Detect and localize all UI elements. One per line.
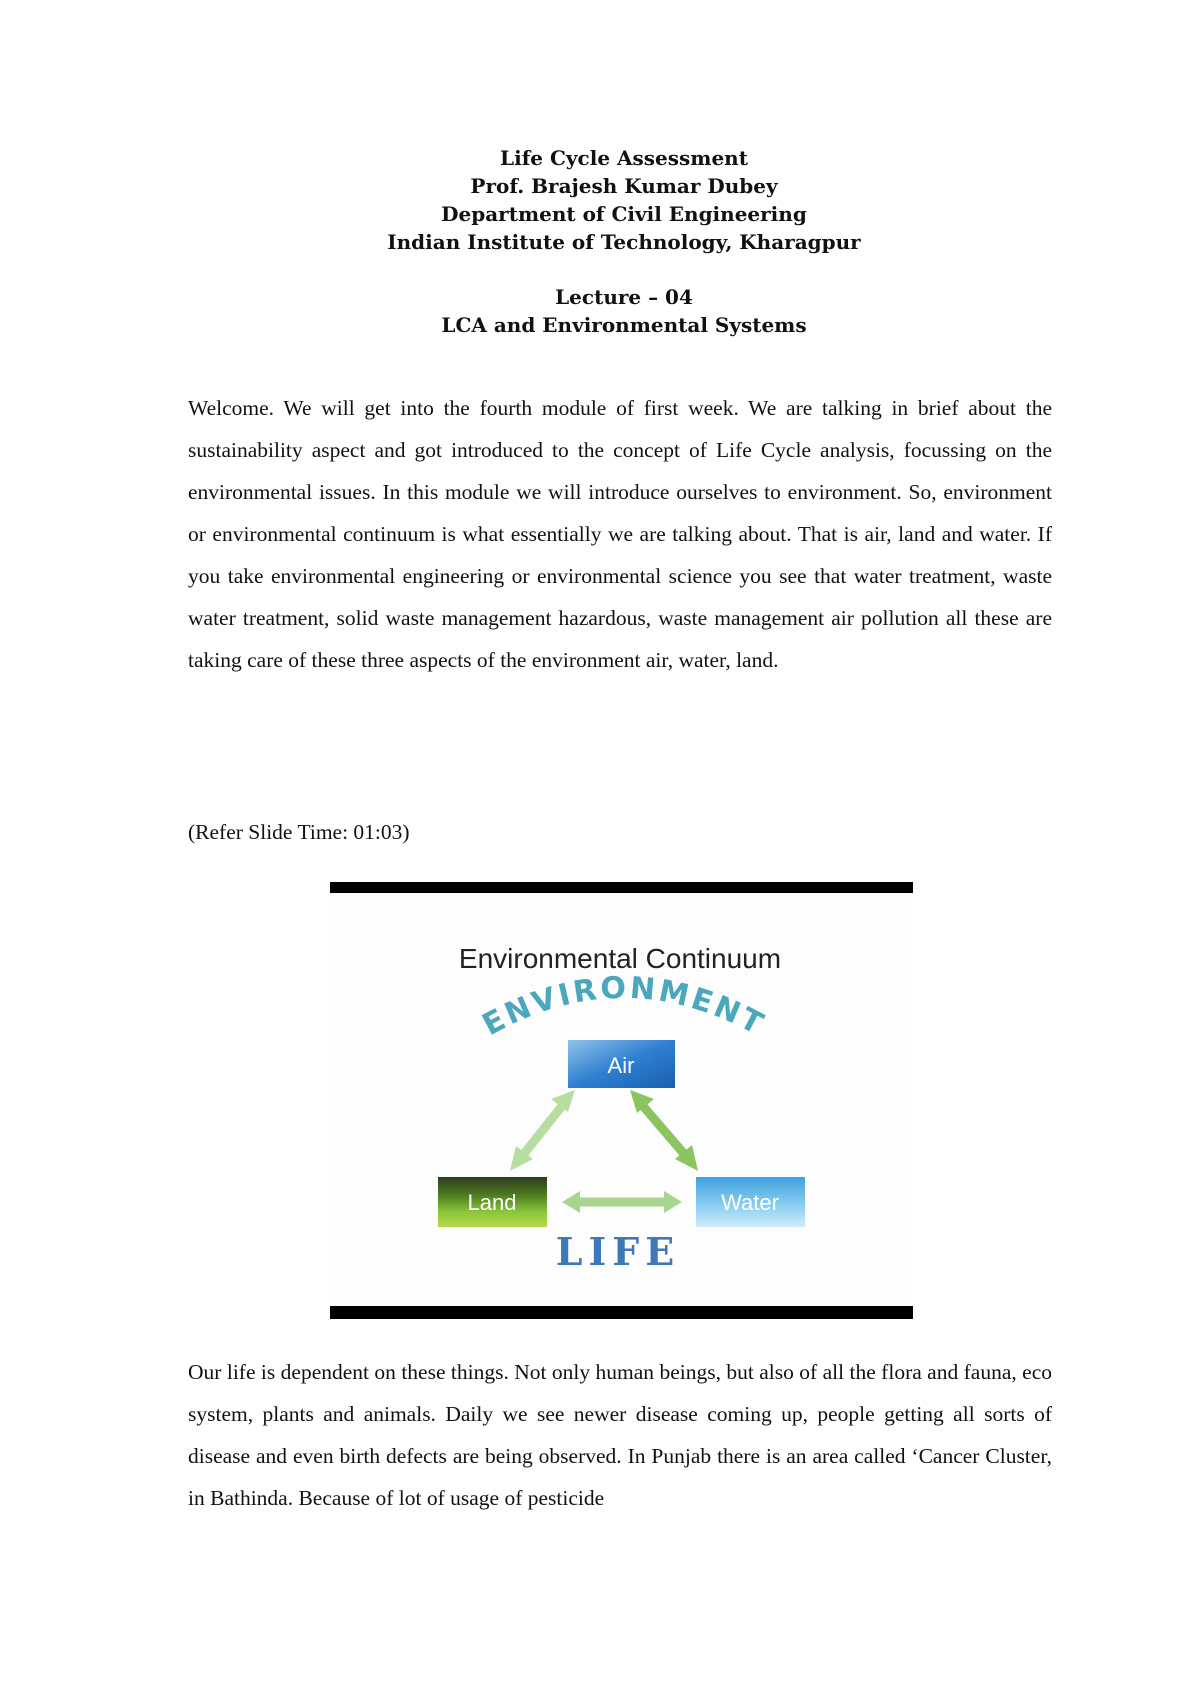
- institute-name: Indian Institute of Technology, Kharagpur: [387, 230, 861, 254]
- lecture-header: [0, 144, 1200, 339]
- intro-paragraph: Welcome. We will get into the fourth module of first week. We are talking in brief about the sustainability aspect and got introduced to the concept of Life Cycle analysis, focussing on the environmental issues. In this module we will introduce ourselves to environment. So, environment or environmental continuum is what essentially we are talking about. That is air, land and water. If you take environmental engineering or environmental science you see that water treatment, waste water treatment, solid waste management hazardous, waste management air pollution all these are taking care of these three aspects of the environment air, water, land.: [188, 396, 1052, 672]
- department-name: Department of Civil Engineering: [441, 202, 807, 226]
- slide-title: Environmental Continuum: [458, 943, 782, 974]
- land-label: Land: [467, 1190, 517, 1215]
- water-label: Water: [721, 1190, 779, 1215]
- air-to-water-arrow: [630, 1090, 698, 1171]
- body-paragraph: Our life is dependent on these things. Not only human beings, but also of all the flora and fauna, eco system, plants and animals. Daily we see newer disease coming up, people getting all sorts of disease and even birth defects are being observed. In Punjab there is an area called ‘Cancer Cluster, in Bathinda. Because of lot of usage of pesticide: [188, 1360, 1052, 1510]
- environmental-continuum-diagram: [330, 893, 913, 1306]
- professor-name: Prof. Brajesh Kumar Dubey: [470, 174, 778, 198]
- environment-arc-text: [477, 971, 771, 1043]
- environment-arc-textpath: ENVIRONMENT: [476, 970, 771, 1044]
- slide-image: [330, 882, 913, 1319]
- land-to-water-arrow: [562, 1191, 682, 1213]
- life-text: LIFE: [555, 1229, 681, 1274]
- slide-content: [330, 893, 913, 1306]
- lecture-title: LCA and Environmental Systems: [441, 313, 807, 337]
- air-label: Air: [607, 1053, 635, 1078]
- air-to-land-arrow: [510, 1090, 575, 1171]
- course-title: Life Cycle Assessment: [500, 146, 748, 170]
- lecture-number: Lecture – 04: [555, 285, 693, 309]
- refer-slide-time: (Refer Slide Time: 01:03): [188, 820, 410, 844]
